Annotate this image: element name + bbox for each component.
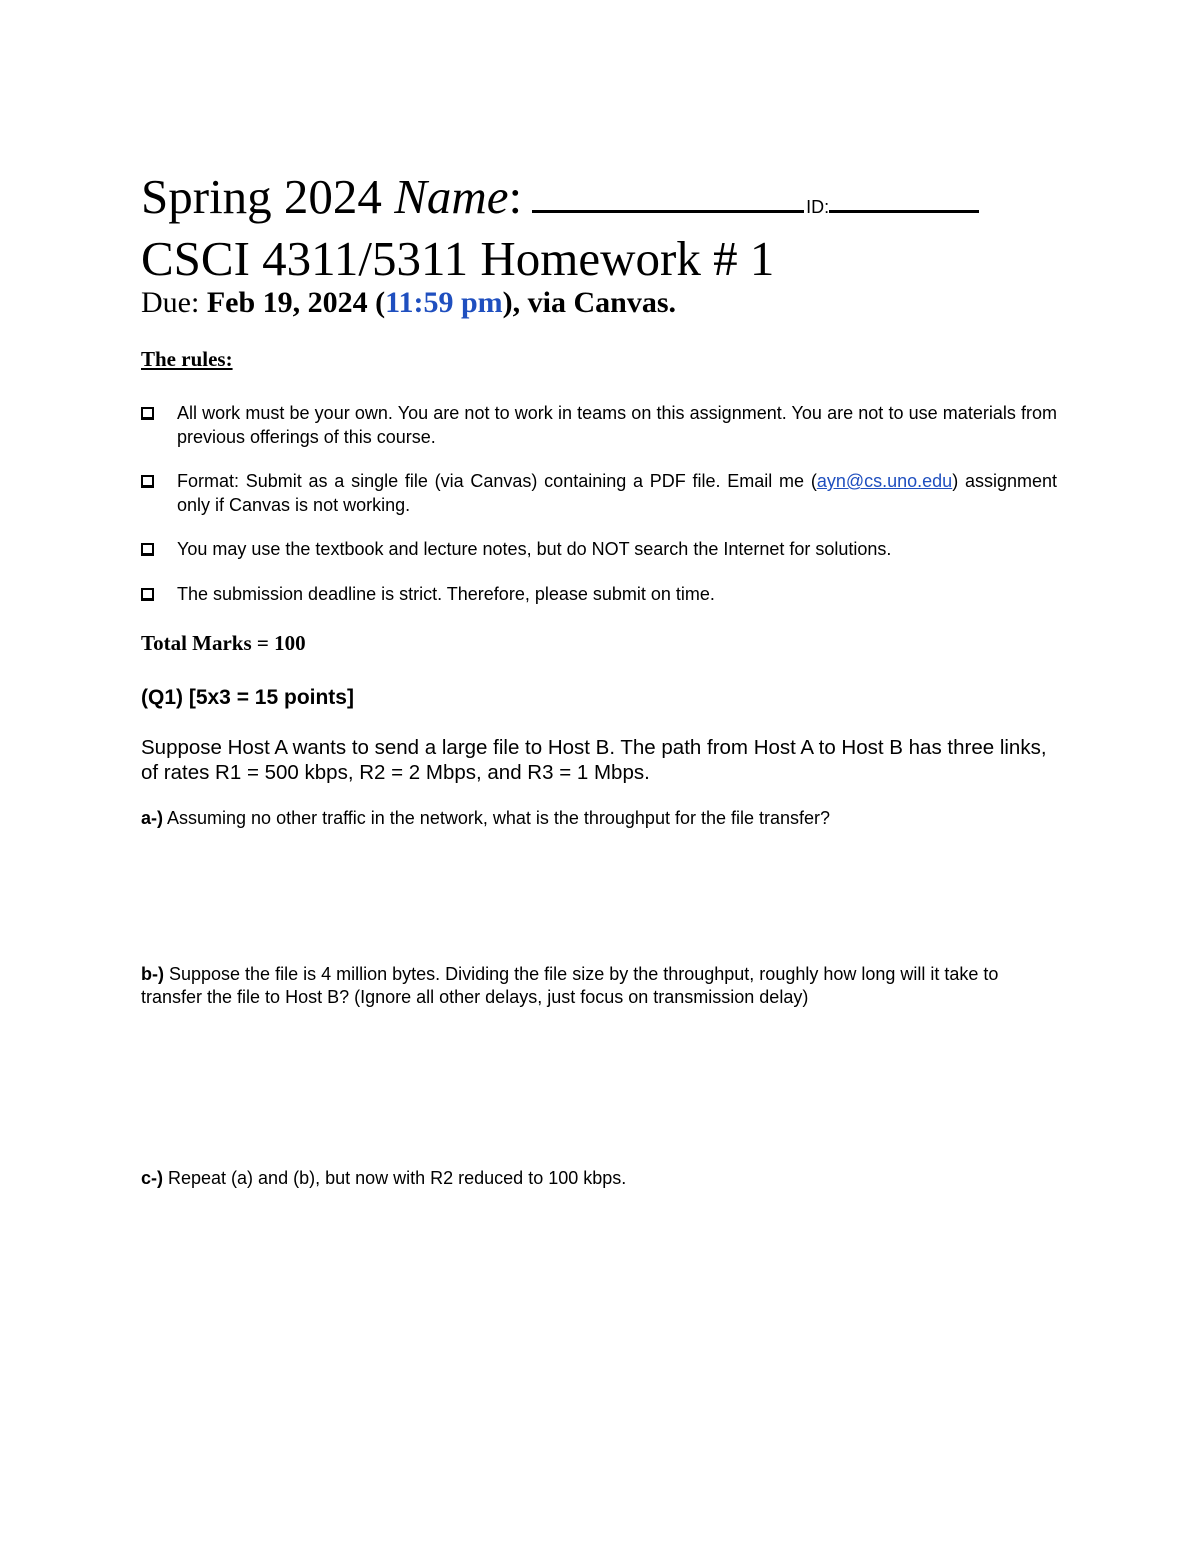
question-heading: (Q1) [5x3 = 15 points] (141, 686, 354, 709)
rule-text-after-email: ) assignment only if Canvas is not working. (177, 471, 1058, 515)
due-label: Due: (141, 286, 200, 319)
question-part-a (141, 807, 1061, 830)
rule-text: All work must be your own. You are not to work in teams on this assignment. You are not to use materials from previous offerings of this course. (177, 403, 1057, 447)
due-suffix: ), via Canvas. (502, 286, 677, 319)
part-text: Assuming no other traffic in the network, what is the throughput for the file transfer? (163, 808, 831, 828)
rule-text: You may use the textbook and lecture notes, but do NOT search the Internet for solutions. (177, 539, 892, 559)
rules-heading: The rules: (141, 347, 233, 371)
title-line-semester-name-id (141, 169, 979, 224)
checkbox-bullet-icon (141, 588, 154, 601)
part-text: Suppose the file is 4 million bytes. Dividing the file size by the throughput, roughly how long will it take to transfer the file to Host B? (Ignore all other delays, just focus on transmission delay) (141, 964, 999, 1007)
part-text: Repeat (a) and (b), but now with R2 reduced to 100 kbps. (163, 1168, 627, 1188)
part-label: b-) (141, 964, 164, 984)
question-part-c (141, 1167, 1061, 1190)
name-blank-line (532, 209, 804, 213)
rule-text (177, 469, 1057, 517)
due-date: Feb 19, 2024 ( (206, 286, 386, 319)
total-marks: Total Marks = 100 (141, 631, 306, 655)
name-label: Name (394, 169, 509, 224)
part-label: c-) (141, 1168, 163, 1188)
checkbox-bullet-icon (141, 407, 154, 420)
id-blank-line (829, 209, 979, 213)
rule-text: The submission deadline is strict. Therefore, please submit on time. (177, 584, 715, 604)
id-label: ID: (806, 197, 830, 217)
checkbox-bullet-icon (141, 543, 154, 556)
due-line (141, 286, 676, 320)
rule-text-before-email: Format: Submit as a single file (via Canvas) containing a PDF file. Email me ( (177, 471, 817, 491)
question-part-b (141, 963, 1061, 1009)
email-link[interactable]: ayn@cs.uno.edu (816, 471, 953, 491)
checkbox-bullet-icon (141, 475, 154, 488)
part-label: a-) (141, 808, 163, 828)
due-time: 11:59 pm (385, 286, 503, 319)
course-title: CSCI 4311/5311 Homework # 1 (141, 231, 775, 286)
semester-label: Spring 2024 (141, 169, 382, 224)
question-intro: Suppose Host A wants to send a large file to Host B. The path from Host A to Host B has three links, of rates R1 = 500 kbps, R2 = 2 Mbps, and R3 = 1 Mbps. (141, 736, 1047, 784)
name-colon: : (508, 169, 523, 224)
